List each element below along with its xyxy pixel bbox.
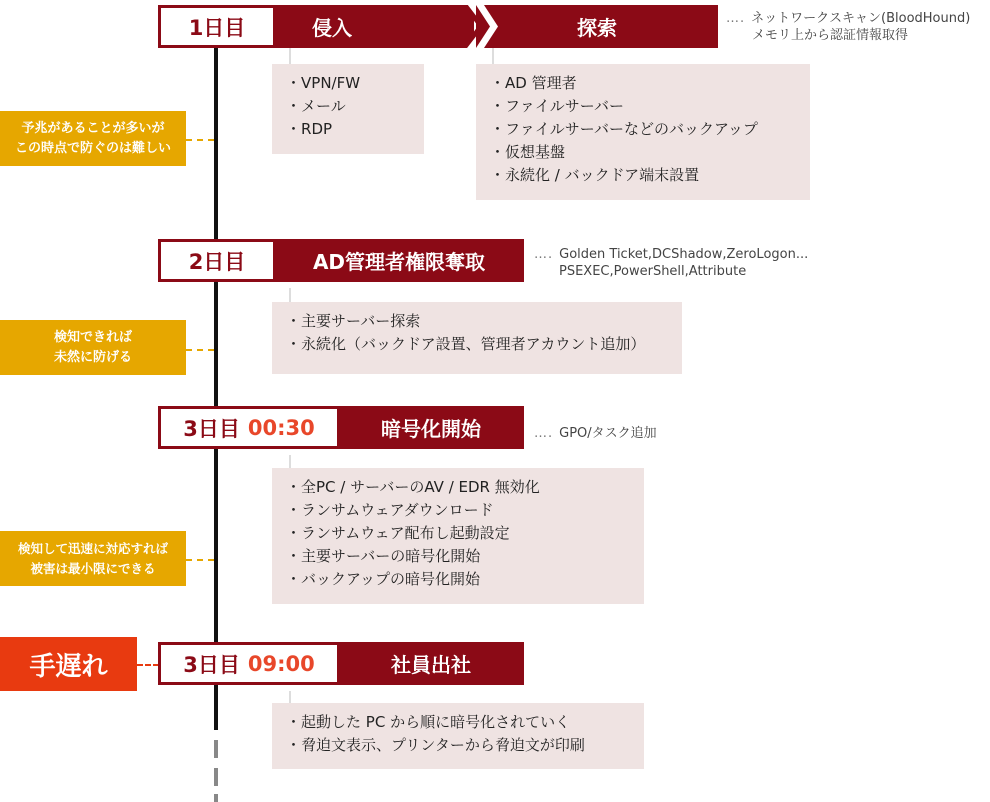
day2-note-line: PSEXEC,PowerShell,Attribute xyxy=(559,264,747,279)
list-item: ・ 主要サーバーの暗号化開始 xyxy=(286,545,630,568)
timeline-dash xyxy=(214,768,218,786)
warning-badge xyxy=(0,531,186,586)
list-item: ・ RDP xyxy=(286,118,410,141)
list-item: ・ 永続化 / バックドア端末設置 xyxy=(490,164,796,187)
too-late-badge xyxy=(0,637,137,691)
day3-note-text: GPO/タスク追加 xyxy=(559,426,657,441)
day2-day-text: 2日目 xyxy=(188,249,246,274)
day1-label xyxy=(158,5,276,48)
list-item: ・ AD 管理者 xyxy=(490,72,796,95)
warning-connector xyxy=(186,559,214,561)
day2-actions-box xyxy=(272,302,682,374)
stage-explore xyxy=(476,5,718,48)
day1-day-text: 1日目 xyxy=(188,15,246,40)
day3b-day-text: 3日目 xyxy=(183,652,240,677)
list-item: ・ ランサムウェアダウンロード xyxy=(286,499,630,522)
day3-encrypt-label xyxy=(158,406,340,449)
warning-text: この時点で防ぐのは難しい xyxy=(14,140,171,156)
list-item: ・ VPN/FW xyxy=(286,72,410,95)
stage-staff-arrival xyxy=(338,642,524,685)
stage-ad-takeover xyxy=(274,239,524,282)
stage-intrusion xyxy=(274,5,474,48)
day3-staff-label xyxy=(158,642,340,685)
warning-badge xyxy=(0,320,186,375)
day3-encrypt-actions-box xyxy=(272,468,644,604)
too-late-connector xyxy=(137,664,159,666)
list-item: ・ 主要サーバー探索 xyxy=(286,310,668,333)
day3b-time-text: 09:00 xyxy=(247,651,315,676)
warning-text: 未然に防げる xyxy=(53,349,132,365)
day3-staff-actions-box xyxy=(272,703,644,769)
stage-explore-label: 探索 xyxy=(577,16,617,40)
stage-encryption-label: 暗号化開始 xyxy=(381,417,481,441)
day2-label xyxy=(158,239,276,282)
list-item: ・ 全PC / サーバーのAV / EDR 無効化 xyxy=(286,476,630,499)
timeline-dash xyxy=(214,794,218,802)
explore-targets-box xyxy=(476,64,810,200)
day1-note-line: ネットワークスキャン(BloodHound) xyxy=(751,11,971,26)
timeline-spine xyxy=(214,40,218,730)
connector xyxy=(492,48,494,64)
day1-note xyxy=(726,10,970,44)
list-item: ・ ランサムウェア配布し起動設定 xyxy=(286,522,630,545)
day3-day-text: 3日目 xyxy=(183,416,240,441)
list-item: ・ ファイルサーバー xyxy=(490,95,796,118)
warning-connector xyxy=(186,139,214,141)
too-late-text: 手遅れ xyxy=(29,651,108,682)
warning-text: 検知できれば xyxy=(53,329,132,345)
intrusion-vectors-box xyxy=(272,64,424,154)
list-item: ・ バックアップの暗号化開始 xyxy=(286,568,630,591)
timeline-dash xyxy=(214,740,218,758)
list-item: ・ 永続化（バックドア設置、管理者アカウント追加） xyxy=(286,333,668,356)
warning-text: 予兆があることが多いが xyxy=(21,120,165,136)
list-item: ・ ファイルサーバーなどのバックアップ xyxy=(490,118,796,141)
warning-text: 被害は最小限にできる xyxy=(30,560,156,576)
note-dots: …. xyxy=(534,247,554,262)
connector xyxy=(289,48,291,64)
warning-badge xyxy=(0,111,186,166)
warning-text: 検知して迅速に対応すれば xyxy=(17,540,168,556)
day2-note-line: Golden Ticket,DCShadow,ZeroLogon... xyxy=(559,247,809,262)
list-item: ・ メール xyxy=(286,95,410,118)
note-dots: …. xyxy=(534,426,554,441)
stage-ad-takeover-label: AD管理者権限奪取 xyxy=(312,250,486,274)
connector xyxy=(289,455,291,468)
stage-staff-arrival-label: 社員出社 xyxy=(391,653,471,677)
day1-note-line: メモリ上から認証情報取得 xyxy=(752,28,909,43)
list-item: ・ 起動した PC から順に暗号化されていく xyxy=(286,711,630,734)
list-item: ・ 脅迫文表示、プリンターから脅迫文が印刷 xyxy=(286,734,630,757)
stage-encryption-start xyxy=(338,406,524,449)
connector xyxy=(289,288,291,302)
warning-connector xyxy=(186,349,214,351)
chevron-notch-icon xyxy=(476,5,500,48)
stage-intrusion-label: 侵入 xyxy=(312,16,352,40)
day3-note xyxy=(534,425,657,442)
day2-note xyxy=(534,246,808,280)
note-dots: …. xyxy=(726,11,746,26)
list-item: ・ 仮想基盤 xyxy=(490,141,796,164)
connector xyxy=(289,691,291,703)
day3-time-text: 00:30 xyxy=(247,415,315,440)
